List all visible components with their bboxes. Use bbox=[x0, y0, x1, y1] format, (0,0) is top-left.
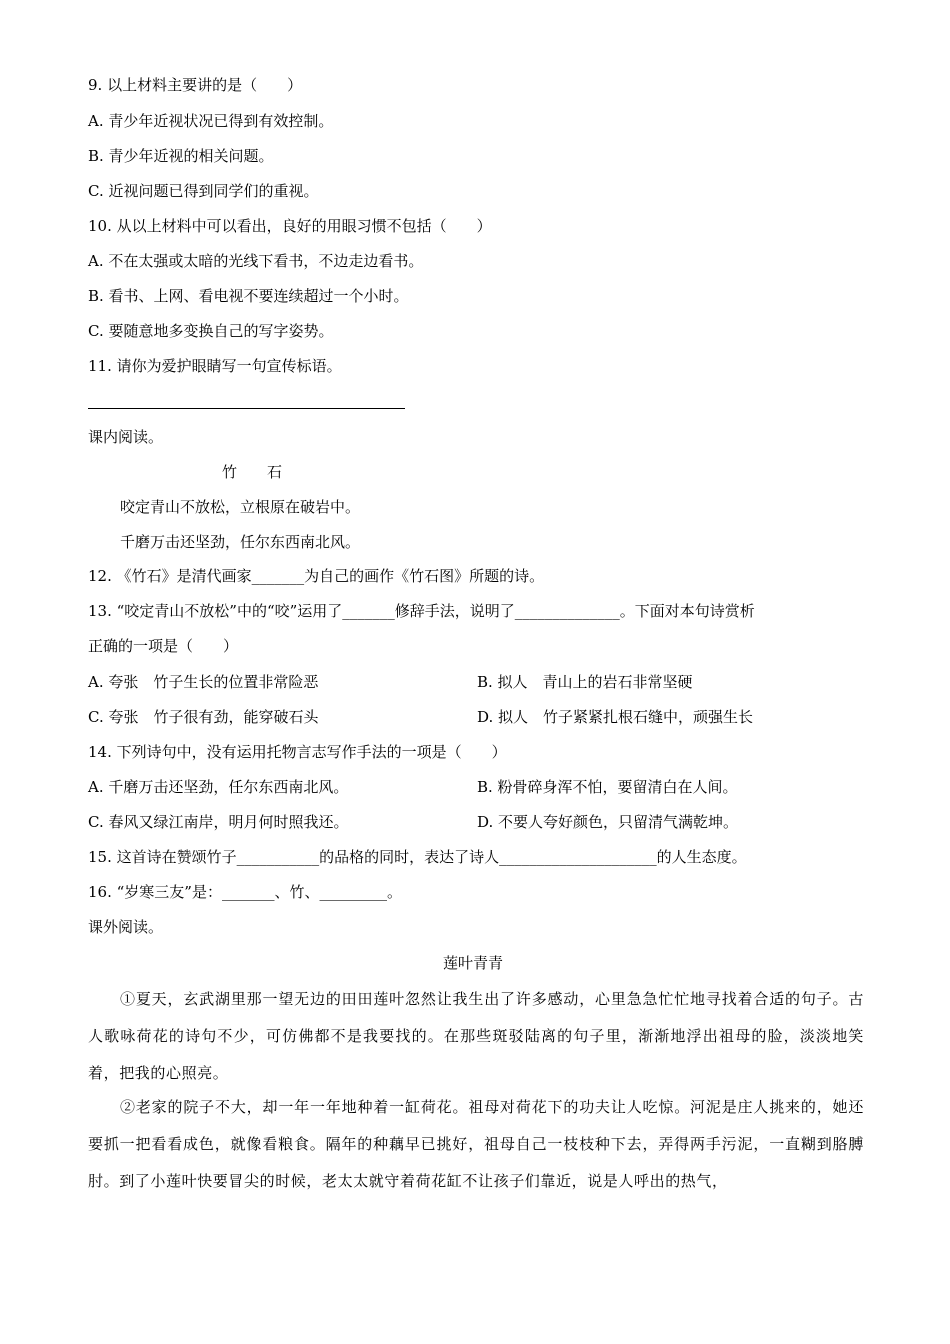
q10-option-a: A. 不在太强或太暗的光线下看书，不边走边看书。 bbox=[88, 252, 424, 270]
q14-option-c: C. 春风又绿江南岸，明月何时照我还。 bbox=[88, 813, 349, 831]
q14-option-a: A. 千磨万击还坚劲，任尔东西南北风。 bbox=[88, 778, 349, 796]
q15-stem: 15. 这首诗在赞颂竹子___________的品格的同时，表达了诗人_____________________的人生态度。 bbox=[88, 848, 747, 866]
q13-stem-line2: 正确的一项是（ ） bbox=[88, 637, 239, 655]
q10-stem: 10. 从以上材料中可以看出，良好的用眼习惯不包括（ ） bbox=[88, 217, 492, 235]
poem-title: 竹 石 bbox=[222, 463, 283, 481]
q13-option-a: A. 夸张 竹子生长的位置非常险恶 bbox=[88, 673, 319, 691]
q13-option-c: C. 夸张 竹子很有劲，能穿破石头 bbox=[88, 708, 319, 726]
q10-option-c: C. 要随意地多变换自己的写字姿势。 bbox=[88, 322, 334, 340]
section-in-class-reading: 课内阅读。 bbox=[88, 428, 164, 446]
q13-option-b: B. 拟人 青山上的岩石非常坚硬 bbox=[477, 673, 693, 691]
q9-option-a: A. 青少年近视状况已得到有效控制。 bbox=[88, 112, 334, 130]
q9-option-b: B. 青少年近视的相关问题。 bbox=[88, 147, 274, 165]
article-paragraph-2: ②老家的院子不大，却一年一年地种着一缸荷花。祖母对荷花下的功夫让人吃惊。河泥是庄人挑来的，她还要抓一把看看成色，就像看粮食。隔年的种藕早已挑好，祖母自己一枝枝种下去，弄得两手污泥，一直糊到胳膊肘。到了小莲叶快要冒尖的时候，老太太就守着荷花缸不让孩子们靠近，说是人呼出的热气， bbox=[88, 1098, 864, 1190]
q13-stem-line1: 13. “咬定青山不放松”中的“咬”运用了_______修辞手法，说明了______________。下面对本句诗赏析 bbox=[88, 602, 755, 620]
q9-stem: 9. 以上材料主要讲的是（ ） bbox=[88, 76, 303, 94]
article-title: 莲叶青青 bbox=[443, 954, 504, 972]
article-paragraph-1: ①夏天，玄武湖里那一望无边的田田莲叶忽然让我生出了许多感动，心里急急忙忙地寻找着合适的句子。古人歌咏荷花的诗句不少，可仿佛都不是我要找的。在那些斑驳陆离的句子里，渐渐地浮出祖母的脸，淡淡地笑着，把我的心照亮。 bbox=[88, 990, 864, 1082]
section-extracurricular-reading: 课外阅读。 bbox=[88, 918, 164, 936]
q9-option-c: C. 近视问题已得到同学们的重视。 bbox=[88, 182, 319, 200]
q13-option-d: D. 拟人 竹子紧紧扎根石缝中，顽强生长 bbox=[477, 708, 754, 726]
q16-stem: 16. “岁寒三友”是：_______、竹、_________。 bbox=[88, 883, 402, 901]
q14-stem: 14. 下列诗句中，没有运用托物言志写作手法的一项是（ ） bbox=[88, 743, 507, 761]
q14-option-b: B. 粉骨碎身浑不怕，要留清白在人间。 bbox=[477, 778, 738, 796]
poem-line-2: 千磨万击还坚劲，任尔东西南北风。 bbox=[120, 533, 361, 551]
poem-line-1: 咬定青山不放松，立根原在破岩中。 bbox=[120, 498, 361, 516]
q10-option-b: B. 看书、上网、看电视不要连续超过一个小时。 bbox=[88, 287, 409, 305]
q11-stem: 11. 请你为爱护眼睛写一句宣传标语。 bbox=[88, 357, 342, 375]
q12-stem: 12. 《竹石》是清代画家_______为自己的画作《竹石图》所题的诗。 bbox=[88, 567, 545, 585]
q14-option-d: D. 不要人夸好颜色，只留清气满乾坤。 bbox=[477, 813, 739, 831]
q11-answer-line bbox=[88, 408, 405, 409]
